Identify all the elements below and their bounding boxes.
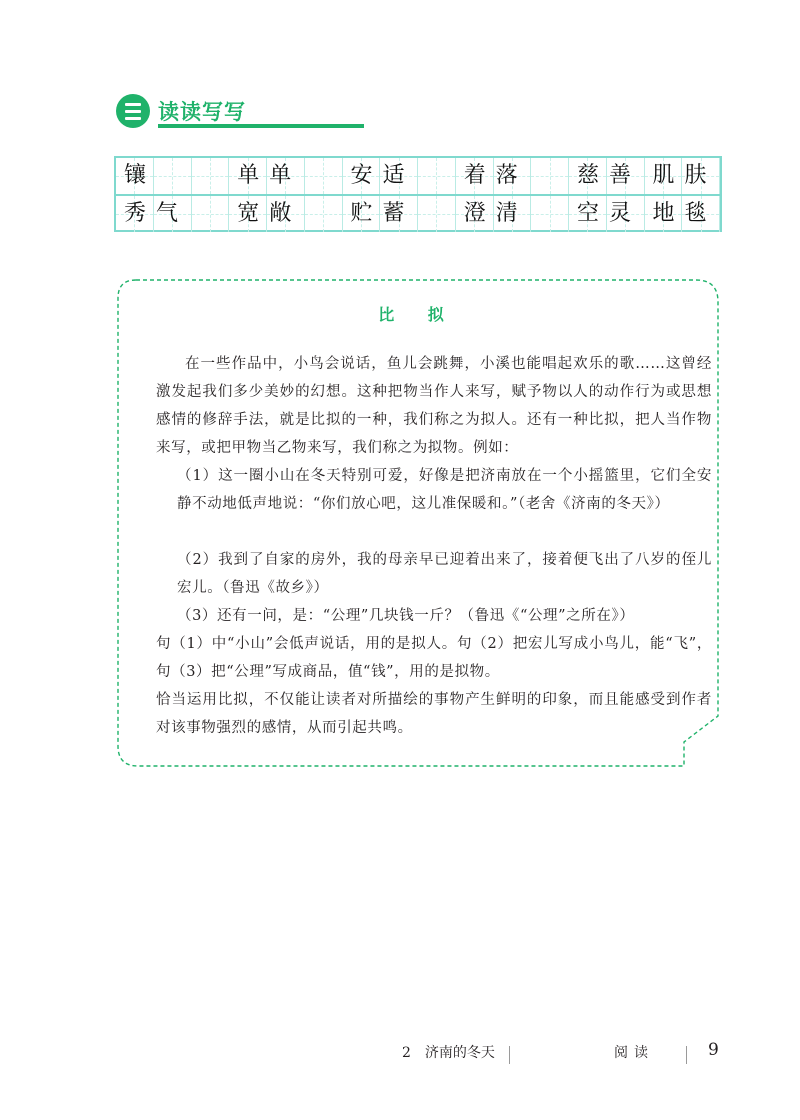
vocabulary-word: 慈善	[577, 163, 642, 188]
knowledge-box	[114, 276, 722, 770]
grid-cell	[418, 196, 456, 232]
three-stripes-icon	[116, 94, 150, 128]
grid-cell	[418, 158, 456, 194]
vocabulary-word: 镶	[124, 163, 157, 188]
box-title: 比 拟	[378, 305, 458, 324]
vocabulary-word: 澄清	[463, 201, 528, 226]
vocabulary-word: 宽敞	[237, 201, 302, 226]
grid-cell	[305, 158, 343, 194]
page-number: 9	[708, 1040, 719, 1060]
footer-divider	[686, 1046, 687, 1064]
example-1: （1）这一圈小山在冬天特别可爱，好像是把济南放在一个小摇篮里，它们全安静不动地低声地说：“你们放心吧，这儿准保暖和。”（老舍《济南的冬天》）	[177, 468, 712, 512]
vocabulary-word: 空灵	[577, 201, 642, 226]
vocabulary-word: 贮蓄	[350, 201, 415, 226]
footer-lesson-title: 2 济南的冬天	[402, 1045, 495, 1061]
vocabulary-word: 安适	[350, 163, 415, 188]
section-title: 读读写写	[158, 100, 246, 124]
grid-cell	[192, 158, 230, 194]
section-title-underline	[158, 124, 364, 128]
intro-paragraph: 在一些作品中，小鸟会说话，鱼儿会跳舞，小溪也能唱起欢乐的歌……这曾经激发起我们多少美妙的幻想。这种把物当作人来写，赋予物以人的动作行为或思想感情的修辞手法，就是比拟的一种，我们称之为拟人。还有一种比拟，把人当作物来写，或把甲物当乙物来写，我们称之为拟物。例如：	[156, 356, 712, 456]
vocabulary-word: 肌肤	[652, 163, 717, 188]
grid-cell	[305, 196, 343, 232]
grid-cell	[531, 158, 569, 194]
page-footer	[0, 1042, 800, 1066]
example-2: （2）我到了自家的房外，我的母亲早已迎着出来了，接着便飞出了八岁的侄儿宏儿。（鲁迅《故乡》）	[177, 552, 712, 596]
grid-cell	[531, 196, 569, 232]
vocabulary-word: 秀气	[124, 201, 189, 226]
vocabulary-row	[116, 158, 720, 196]
footer-divider	[509, 1046, 510, 1064]
vocabulary-word: 地毯	[652, 201, 717, 226]
vocabulary-row	[116, 196, 720, 232]
example-3: （3）还有一问，是：“公理”几块钱一斤？（鲁迅《“公理”之所在》）	[177, 608, 635, 624]
footer-unit-name: 阅读	[614, 1045, 654, 1061]
grid-cell	[154, 158, 192, 194]
grid-cell	[192, 196, 230, 232]
vocabulary-word: 着落	[463, 163, 528, 188]
analysis-paragraph: 句（1）中“小山”会低声说话，用的是拟人。句（2）把宏儿写成小鸟儿，能“飞”，句（3）把“公理”写成商品，值“钱”，用的是拟物。	[156, 636, 712, 680]
conclusion-paragraph: 恰当运用比拟，不仅能让读者对所描绘的事物产生鲜明的印象，而且能感受到作者对该事物强烈的感情，从而引起共鸣。	[156, 692, 712, 736]
vocabulary-grid	[114, 156, 722, 232]
vocabulary-word: 单单	[237, 163, 302, 188]
